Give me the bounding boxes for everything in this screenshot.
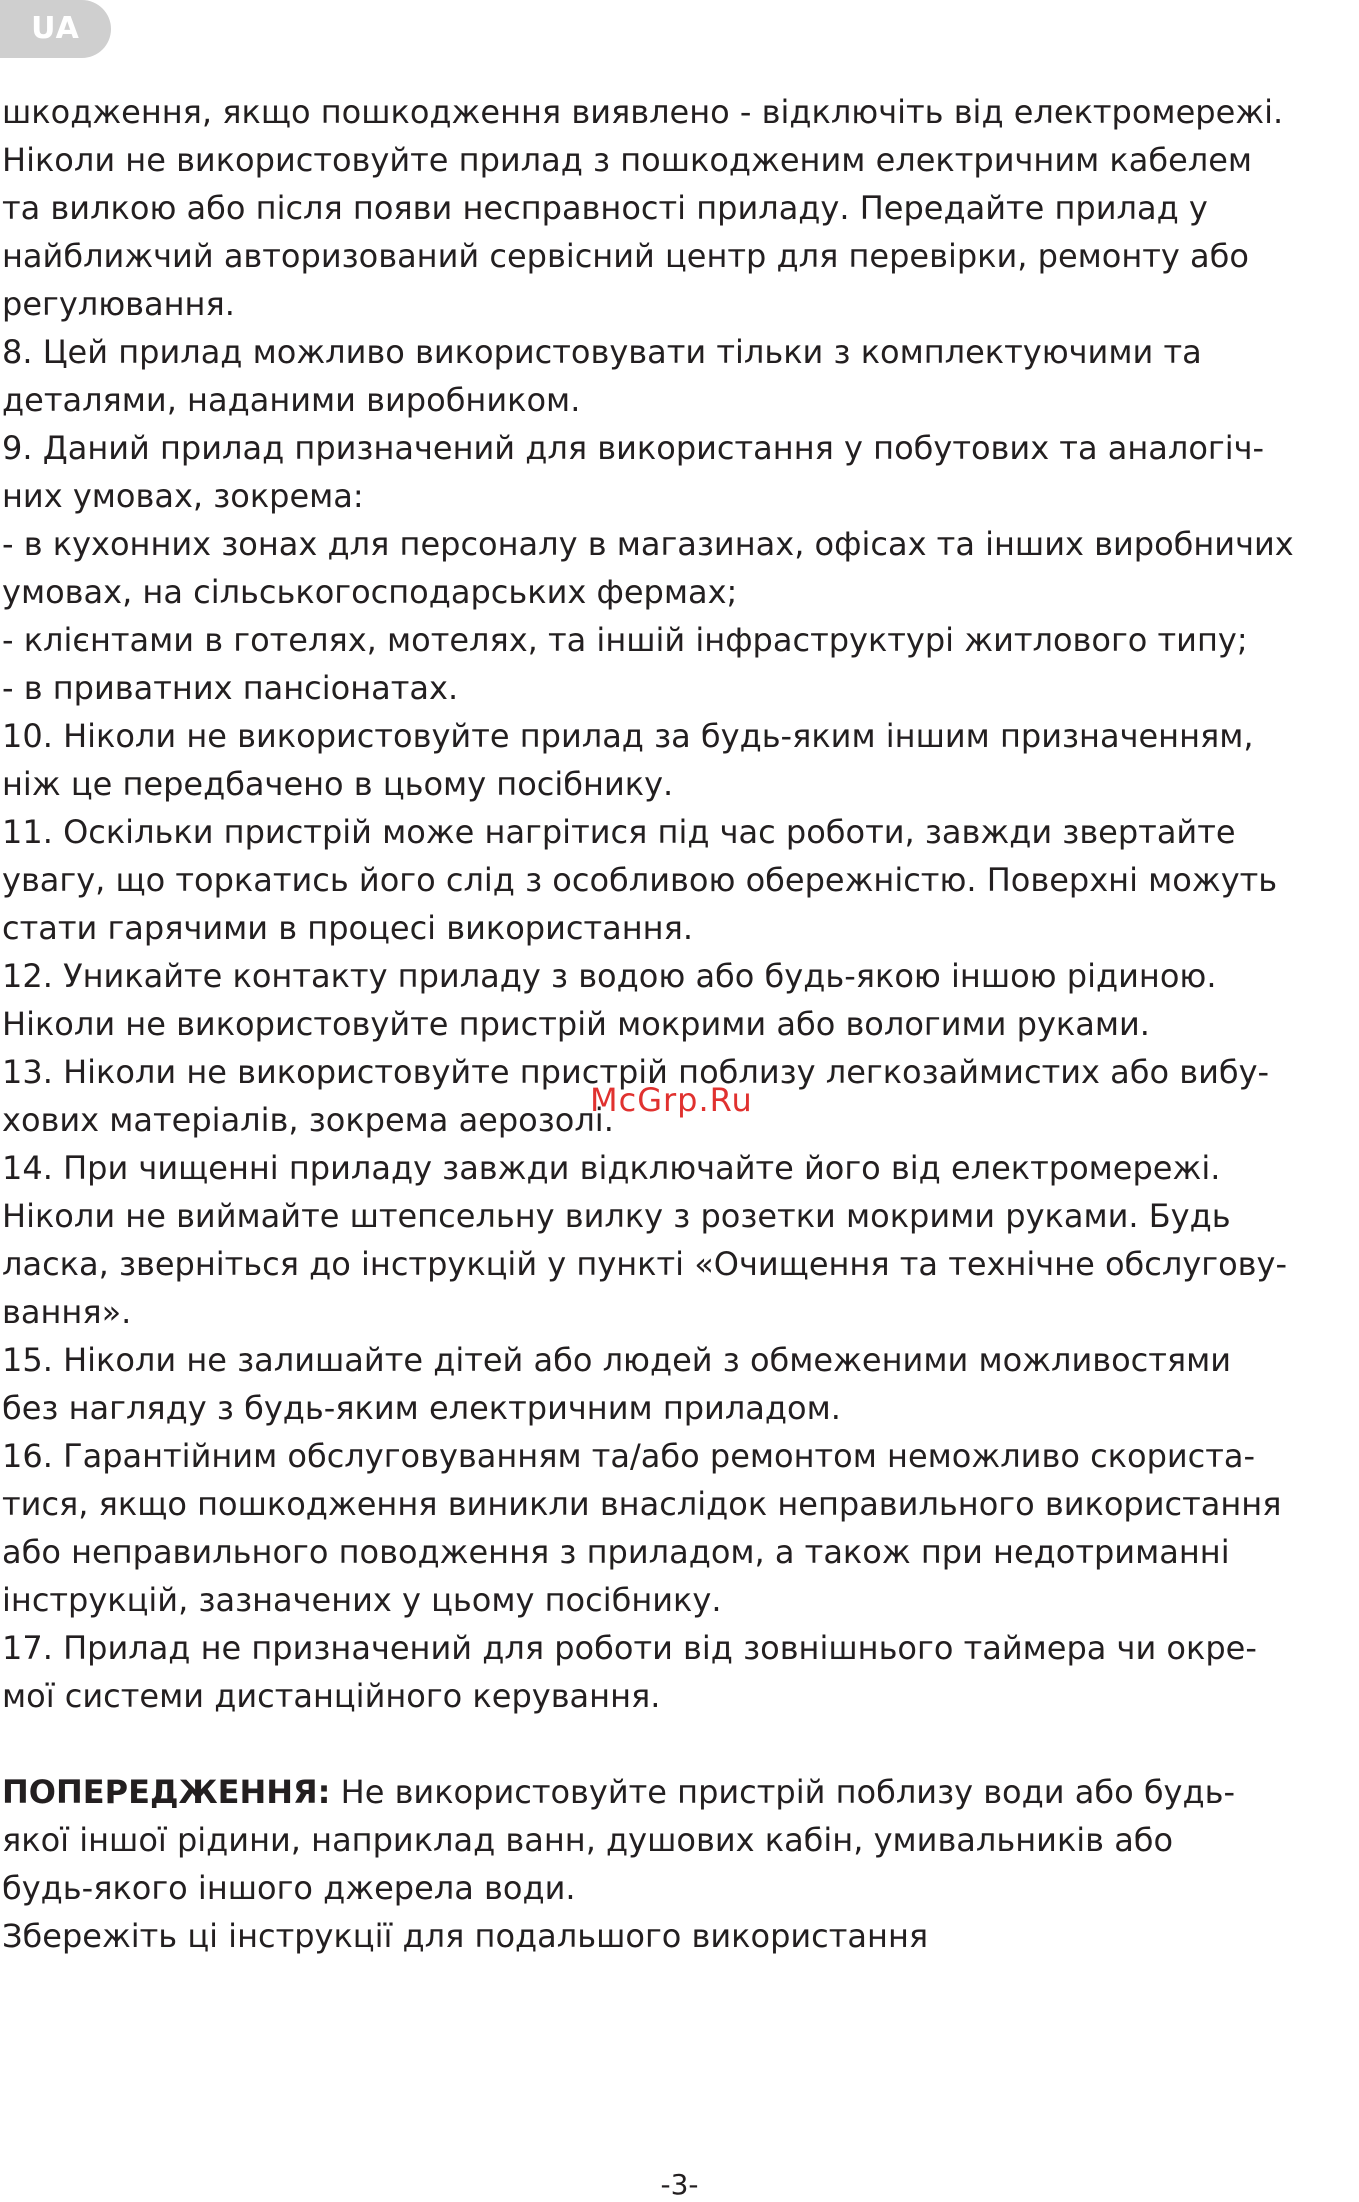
text-line: - в приватних пансіонатах. — [2, 669, 459, 707]
warning-line — [2, 1768, 1354, 1816]
text-line: 17. Прилад не призначений для роботи від зовнішнього таймера чи окре- — [2, 1629, 1257, 1667]
text-line: 13. Ніколи не використовуйте пристрій поблизу легкозаймистих або вибу- — [2, 1053, 1270, 1091]
text-line: мої системи дистанційного керування. — [2, 1677, 661, 1715]
text-line: регулювання. — [2, 285, 235, 323]
text-line: - клієнтами в готелях, мотелях, та іншій інфраструктурі житлового типу; — [2, 621, 1248, 659]
text-line: 10. Ніколи не використовуйте прилад за будь-яким іншим призначенням, — [2, 717, 1254, 755]
text-line: ласка, зверніться до інструкцій у пункті «Очищення та технічне обслугову- — [2, 1245, 1287, 1283]
text-line: 12. Уникайте контакту приладу з водою або будь-якою іншою рідиною. — [2, 957, 1217, 995]
watermark: McGrp.Ru — [590, 1081, 753, 1119]
text-line: тися, якщо пошкодження виникли внаслідок неправильного використання — [2, 1485, 1282, 1523]
text-line: Ніколи не використовуйте прилад з пошкодженим електричним кабелем — [2, 141, 1253, 179]
text-line: Ніколи не виймайте штепсельну вилку з розетки мокрими руками. Будь — [2, 1197, 1231, 1235]
text-line: 8. Цей прилад можливо використовувати тільки з комплектуючими та — [2, 333, 1202, 371]
text-line: деталями, наданими виробником. — [2, 381, 581, 419]
paragraph-gap — [2, 1720, 1354, 1768]
text-line: 14. При чищенні приладу завжди відключайте його від електромережі. — [2, 1149, 1221, 1187]
text-line: 11. Оскільки пристрій може нагрітися під час роботи, завжди звертайте — [2, 813, 1236, 851]
text-line: умовах, на сільськогосподарських фермах; — [2, 573, 738, 611]
text-line: або неправильного поводження з приладом, а також при недотриманні — [2, 1533, 1230, 1571]
page-number: -3- — [660, 2168, 699, 2201]
text-line: без нагляду з будь-яким електричним приладом. — [2, 1389, 841, 1427]
text-line: - в кухонних зонах для персоналу в магазинах, офісах та інших виробничих — [2, 525, 1294, 563]
text-line: хових матеріалів, зокрема аерозолі. — [2, 1101, 614, 1139]
text-line: будь-якого іншого джерела води. — [2, 1869, 576, 1907]
text-line: 15. Ніколи не залишайте дітей або людей з обмеженими можливостями — [2, 1341, 1232, 1379]
text-line: та вилкою або після появи несправності приладу. Передайте прилад у — [2, 189, 1208, 227]
text-line: вання». — [2, 1293, 132, 1331]
text-line: якої іншої рідини, наприклад ванн, душових кабін, умивальників або — [2, 1821, 1174, 1859]
text-line: увагу, що торкатись його слід з особливою обережністю. Поверхні можуть — [2, 861, 1278, 899]
text-line: Збережіть ці інструкції для подальшого використання — [2, 1917, 929, 1955]
text-line: 16. Гарантійним обслуговуванням та/або ремонтом неможливо скориста- — [2, 1437, 1256, 1475]
warning-label: ПОПЕРЕДЖЕННЯ: — [2, 1773, 331, 1811]
text-line: 9. Даний прилад призначений для використання у побутових та аналогіч- — [2, 429, 1265, 467]
language-badge: UA — [0, 0, 111, 58]
warning-text: Не використовуйте пристрій поблизу води або будь- — [330, 1773, 1236, 1811]
instructions-text — [2, 88, 1354, 1960]
text-line: шкодження, якщо пошкодження виявлено - відключіть від електромережі. — [2, 93, 1284, 131]
text-line: найближчий авторизований сервісний центр для перевірки, ремонту або — [2, 237, 1249, 275]
text-line: них умовах, зокрема: — [2, 477, 364, 515]
text-line: ніж це передбачено в цьому посібнику. — [2, 765, 674, 803]
text-line: інструкцій, зазначених у цьому посібнику. — [2, 1581, 722, 1619]
text-line: Ніколи не використовуйте пристрій мокрими або вологими руками. — [2, 1005, 1150, 1043]
text-line: стати гарячими в процесі використання. — [2, 909, 693, 947]
